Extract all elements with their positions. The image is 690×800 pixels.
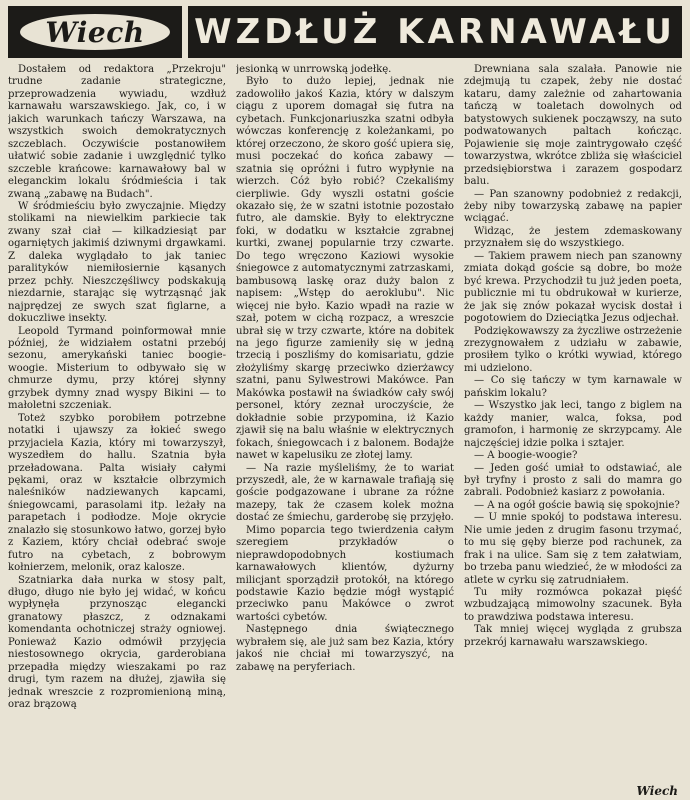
paragraph: Tu miły rozmówca pokazał pięść wzbudzającą mimowolny szacunek. Była to prawdziwa podstawa interesu. [464,587,682,623]
paragraph: Było to dużo lepiej, jednak nie zadowoliło jakoś Kazia, który w dalszym ciągu z uporem domagał się futra na cybetach. Funkcjonariuszka szatni odbyła wówczas konferencję z koleżankami, po której orzeczono, że skoro gość upiera się, musi poczekać do końca zabawy — szatnia się opróżni i futro wypłynie na wierzch. Cóż było robić? Czekaliśmy cierpliwie. Gdy wyszli ostatni goście okazało się, że w szatni istotnie pozostało futro, ale damskie. Były to elektryczne foki, w dodatku w kształcie zgrabnej kurtki, zwanej popularnie trzy czwarte. Do tego wręczono Kaziowi wysokie śniegowce z automatycznymi zatrzaskami, bambusową laskę oraz duży balon z napisem: „Wstęp do aeroklubu". Nic więcej nie było. Kazio wpadł na razie w szał, potem w cichą rozpacz, a wreszcie ubrał się w trzy czwarte, które na dobitek na jego figurze zamieniły się w jedną trzecią i poszliśmy do komisariatu, gdzie złożyliśmy skargę przeciwko dzierżawcy szatni, panu Sylwestrowi Makówce. Pan Makówka postawił na świadków cały swój personel, który zeznał uroczyście, że dokładnie sobie przypomina, iż Kazio zjawił się na balu właśnie w elektrycznych fokach, śniegowcach i z balonem. Bodajże nawet w kapelusiku ze złotej lamy. [236,76,454,462]
article-title: WZDŁUŻ KARNAWAŁU [188,6,682,58]
author-logo [8,6,182,58]
paragraph: — Pan szanowny podobnież z redakcji, żeby niby towarzyską zabawę na papier wciągać. [464,188,682,225]
masthead [8,6,682,58]
paragraph: Leopold Tyrmand poinformował mnie później, że widziałem ostatni przebój sezonu, amerykański taniec boogie-woogie. Misterium to odbywało się w chmurze dymu, przy której słynny grzybek dymny znad wyspy Bikini — to małoletni szczeniak. [8,325,226,412]
paragraph: Dostałem od redaktora „Przekroju" trudne zadanie strategiczne, przeprowadzenia wywiadu, wzdłuż karnawału warszawskiego. Jak, co, i w jakich warunkach tańczy Warszawa, na wszystkich swoich demokratycznych szczeblach. Oczywiście postanowiłem ułatwić sobie zadanie i uwzględnić tylko szczeble krańcowe: karnawałowy bal w eleganckim lokalu śródmieścia i tak zwaną „zabawę na Budach". [8,64,226,200]
author-logo-text: Wiech [18,12,172,52]
paragraph: — Takiem prawem niech pan szanowny zmiata dokąd goście są dobre, bo może być krewa. Przychodził tu już jeden poeta, publicznie mi tu obdrukował w kurierze, że jak się znów pokazał wycisk dostał i pogotowiem do Dzieciątka Jezus odjechał. [464,250,682,325]
paragraph: — U mnie spokój to podstawa interesu. Nie umie jeden z drugim fasonu trzymać, to mu się gęby bierze pod rachunek, za frak i na ulice. Sam się z tem załatwiam, bo trzeba panu wiedzieć, że w młodości za atlete w cyrku się zatrudniałem. [464,512,682,586]
paragraph: W śródmieściu było zwyczajnie. Między stolikami na niewielkim parkiecie tak zwany szał ciał — kilkadziesiąt par ogarniętych jakimiś dziwnymi drgawkami. Z daleka wyglądało to jak taniec paralityków niemiłosiernie kąsanych przez pchły. Nieszczęśliwcy podskakują niezdarnie, starając się wytrząsnąć jak najprędzej ze swych szat figlarne, a dokuczliwe insekty. [8,200,226,325]
paragraph: Toteż szybko porobiłem potrzebne notatki i ujawszy za łokieć swego przyjaciela Kazia, który mi towarzyszył, wyszedłem do hallu. Szatnia była przeładowana. Palta wisiały całymi pękami, oraz w kształcie olbrzymich naleśników nadziewanych kapcami, śniegowcami, parasolami itp. leżały na parapetach i podłodze. Moje okrycie znalazło się stosunkowo łatwo, gorzej było z Kaziem, który chciał odebrać swoje futro na cybetach, z bobrowym kołnierzem, melonik, oraz kalosze. [8,412,226,574]
paragraph: Szatniarka dała nurka w stosy palt, długo, długo nie było jej widać, w końcu wypłynęła przynosząc elegancki granatowy płaszcz, z odznakami komendanta ochotniczej straży ogniowej. Ponieważ Kazio odmówił przyjęcia niestosownego okrycia, garderobiana przepadła między wieszakami po raz drugi, tym razem na dłużej, zjawiła się jednak wreszcie z rozpromienioną miną, oraz brązową [8,574,226,711]
article-columns [8,64,682,794]
paragraph: Tak mniej więcej wygląda z grubsza przekrój karnawału warszawskiego. [464,624,682,648]
column-3 [464,64,682,794]
paragraph: Widząc, że jestem zdemaskowany przyznałem się do wszystkiego. [464,225,682,250]
paragraph: — A boogie-woogie? [474,450,578,462]
paragraph: Drewniana sala szalała. Panowie nie zdejmują tu czapek, żeby nie dostać kataru, damy zależnie od zahartowania tańczą w toaletach dowolnych od batystowych sukienek począwszy, na suto podwatowanych paltach kończąc. Pojawienie się moje zaintrygowało część towarzystwa, wkrótce zbliża się właściciel przedsiębiorstwa i zarazem gospodarz balu. [464,64,682,188]
paragraph: Następnego dnia świątecznego wybrałem się, ale już sam bez Kazia, który jakoś nie chciał mi towarzyszyć, na zabawę na peryferiach. [236,624,454,673]
paragraph: — Na razie myśleliśmy, że to wariat przyszedł, ale, że w karnawale trafiają się goście podgazowane i ubrane za różne mazepy, tak że czasem kolek można dostać ze śmiechu, garderobę się przyjęło. [236,462,454,524]
paragraph: — Jeden gość umiał to odstawiać, ale był tryfny i prosto z sali do mamra go zabrali. Podobnież kasiarz z powołania. [464,462,682,499]
paragraph: jesionką w unrrowską jodełkę. [236,64,392,75]
paragraph: — Wszystko jak leci, tango z biglem na każdy manier, walca, foksa, pod gramofon, i harmonię ze skrzypcamy. Ale najczęściej idzie polka i sztajer. [464,400,682,449]
column-2 [236,64,454,794]
paragraph: — A na ogół goście bawią się spokojnie? [474,499,680,511]
paragraph: — Co się tańczy w tym karnawale w pańskim lokalu? [464,375,682,399]
paragraph: Mimo poparcia tego twierdzenia całym szeregiem przykładów o nieprawdopodobnych kostiumach karnawałowych klientów, dyżurny milicjant sporządził protokół, na którego podstawie Kazio będzie mógł wystąpić przeciwko panu Makówce o zwrot wartości cybetów. [236,524,454,623]
paragraph: Podziękowawszy za życzliwe ostrzeżenie zrezygnowałem z udziału w zabawie, prosiłem tylko o krótki wywiad, którego mi udzielono. [464,325,682,374]
author-signature: Wiech [636,784,678,798]
column-1 [8,64,226,794]
